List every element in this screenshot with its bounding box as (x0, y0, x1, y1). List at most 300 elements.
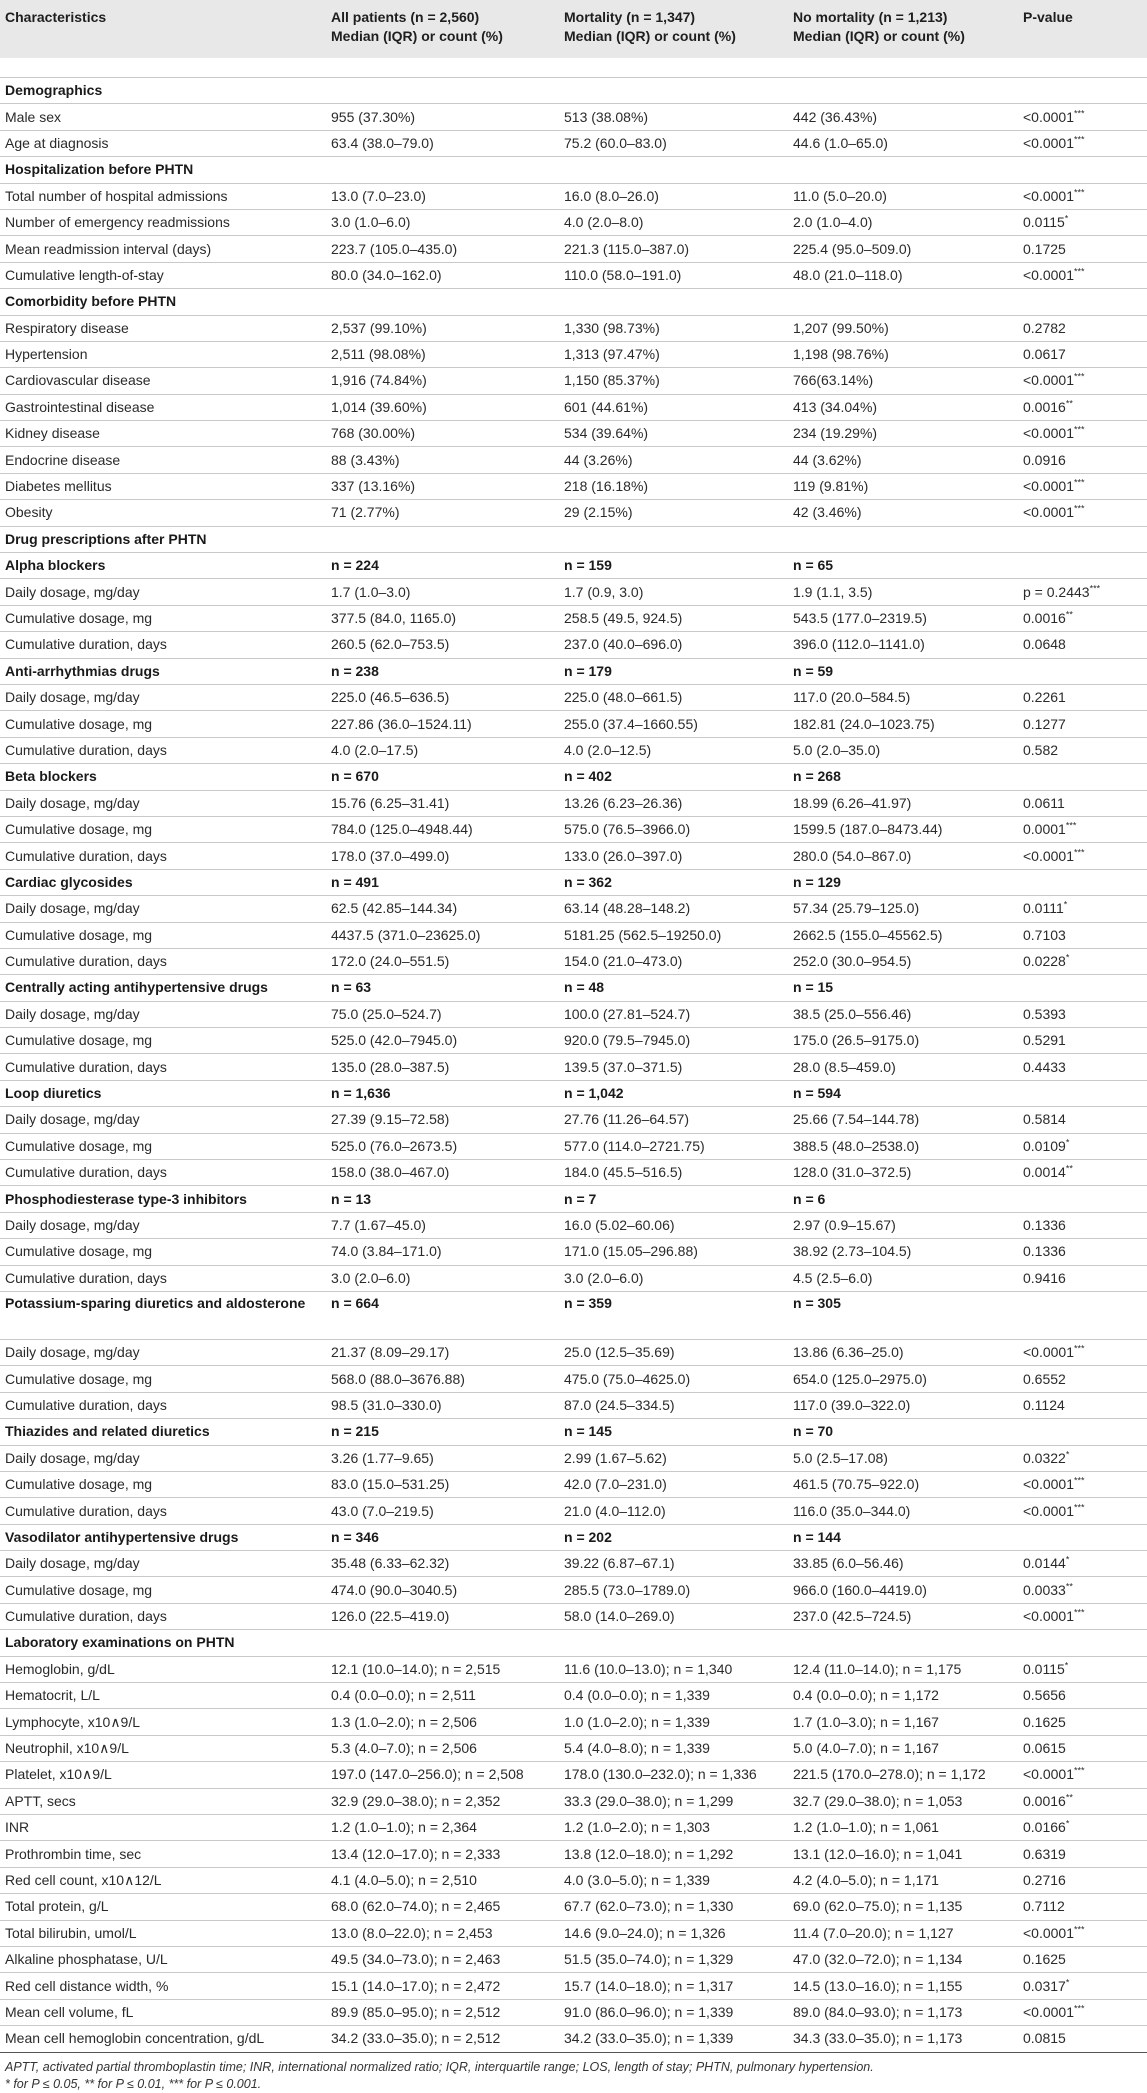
cell-no-mortality (788, 157, 1018, 183)
cell-no-mortality (788, 1630, 1018, 1656)
cell-all-patients: 260.5 (62.0–753.5) (326, 632, 559, 658)
cell-p-value: <0.0001*** (1018, 368, 1147, 394)
cell-all-patients: 4.0 (2.0–17.5) (326, 737, 559, 763)
cell-mortality: n = 145 (559, 1419, 788, 1445)
cell-all-patients: n = 664 (326, 1291, 559, 1339)
cell-mortality: 4.0 (3.0–5.0); n = 1,339 (559, 1867, 788, 1893)
cell-characteristic: Daily dosage, mg/day (0, 790, 326, 816)
table-row (0, 1054, 1147, 1080)
significance-marker: *** (1074, 266, 1085, 277)
table-row (0, 790, 1147, 816)
cell-characteristic: Cumulative length-of-stay (0, 262, 326, 288)
cell-characteristic: Daily dosage, mg/day (0, 579, 326, 605)
cell-characteristic: Cumulative duration, days (0, 843, 326, 869)
cell-no-mortality: 5.0 (4.0–7.0); n = 1,167 (788, 1735, 1018, 1761)
cell-no-mortality: 11.4 (7.0–20.0); n = 1,127 (788, 1920, 1018, 1946)
cell-p-value: 0.4433 (1018, 1054, 1147, 1080)
cell-characteristic: Total bilirubin, umol/L (0, 1920, 326, 1946)
cell-p-value: 0.5656 (1018, 1683, 1147, 1709)
cell-all-patients (326, 289, 559, 315)
cell-no-mortality: 12.4 (11.0–14.0); n = 1,175 (788, 1656, 1018, 1682)
cell-all-patients: 75.0 (25.0–524.7) (326, 1001, 559, 1027)
cell-all-patients: 3.26 (1.77–9.65) (326, 1445, 559, 1471)
cell-all-patients: 4437.5 (371.0–23625.0) (326, 922, 559, 948)
cell-no-mortality: 13.1 (12.0–16.0); n = 1,041 (788, 1841, 1018, 1867)
drug-group-row (0, 1186, 1147, 1212)
header-no-mortality-sub: Median (IQR) or count (%) (793, 28, 965, 44)
table-row (0, 1815, 1147, 1841)
cell-p-value (1018, 526, 1147, 552)
cell-no-mortality: 117.0 (20.0–584.5) (788, 684, 1018, 710)
cell-mortality: 58.0 (14.0–269.0) (559, 1603, 788, 1629)
cell-all-patients: 1,014 (39.60%) (326, 394, 559, 420)
cell-no-mortality: n = 268 (788, 764, 1018, 790)
cell-characteristic: INR (0, 1815, 326, 1841)
cell-characteristic: Daily dosage, mg/day (0, 1107, 326, 1133)
cell-p-value: 0.0166* (1018, 1815, 1147, 1841)
table-row (0, 922, 1147, 948)
cell-p-value: 0.0617 (1018, 341, 1147, 367)
spacer-cell (0, 58, 1147, 78)
cell-all-patients: 955 (37.30%) (326, 104, 559, 130)
cell-no-mortality: 252.0 (30.0–954.5) (788, 948, 1018, 974)
table-row (0, 421, 1147, 447)
cell-no-mortality: 2.0 (1.0–4.0) (788, 209, 1018, 235)
cell-p-value: 0.0815 (1018, 2026, 1147, 2052)
cell-no-mortality: 117.0 (39.0–322.0) (788, 1392, 1018, 1418)
header-all-patients (326, 0, 559, 58)
cell-no-mortality: 42 (3.46%) (788, 500, 1018, 526)
header-mortality (559, 0, 788, 58)
cell-no-mortality: 14.5 (13.0–16.0); n = 1,155 (788, 1973, 1018, 1999)
table-row (0, 948, 1147, 974)
cell-no-mortality: n = 59 (788, 658, 1018, 684)
table-row (0, 1946, 1147, 1972)
cell-characteristic: Mean readmission interval (days) (0, 236, 326, 262)
cell-all-patients: 568.0 (88.0–3676.88) (326, 1366, 559, 1392)
cell-p-value: <0.0001*** (1018, 473, 1147, 499)
cell-all-patients: 3.0 (1.0–6.0) (326, 209, 559, 235)
cell-p-value: <0.0001*** (1018, 183, 1147, 209)
cell-no-mortality: 5.0 (2.5–17.08) (788, 1445, 1018, 1471)
cell-p-value (1018, 1186, 1147, 1212)
significance-marker: *** (1074, 503, 1085, 514)
table-footnote (0, 2053, 1147, 2093)
cell-all-patients: 89.9 (85.0–95.0); n = 2,512 (326, 1999, 559, 2025)
cell-p-value: <0.0001*** (1018, 130, 1147, 156)
significance-marker: * (1065, 1449, 1070, 1460)
significance-marker: * (1064, 1660, 1069, 1671)
cell-mortality: 91.0 (86.0–96.0); n = 1,339 (559, 1999, 788, 2025)
table-row (0, 447, 1147, 473)
cell-characteristic: Potassium-sparing diuretics and aldosterone (0, 1291, 326, 1339)
table-row (0, 632, 1147, 658)
cell-p-value: 0.5291 (1018, 1028, 1147, 1054)
cell-p-value: 0.0115* (1018, 209, 1147, 235)
cell-characteristic: Respiratory disease (0, 315, 326, 341)
significance-marker: ** (1065, 1792, 1073, 1803)
cell-characteristic: Endocrine disease (0, 447, 326, 473)
cell-mortality: 4.0 (2.0–8.0) (559, 209, 788, 235)
cell-no-mortality: 543.5 (177.0–2319.5) (788, 605, 1018, 631)
cell-characteristic: Cumulative duration, days (0, 1265, 326, 1291)
cell-p-value: 0.582 (1018, 737, 1147, 763)
cell-p-value: <0.0001*** (1018, 1762, 1147, 1788)
cell-characteristic: Cumulative duration, days (0, 1392, 326, 1418)
cell-mortality: 0.4 (0.0–0.0); n = 1,339 (559, 1683, 788, 1709)
cell-mortality: 1.0 (1.0–2.0); n = 1,339 (559, 1709, 788, 1735)
cell-characteristic: Beta blockers (0, 764, 326, 790)
cell-no-mortality: 413 (34.04%) (788, 394, 1018, 420)
cell-mortality: 34.2 (33.0–35.0); n = 1,339 (559, 2026, 788, 2052)
significance-marker: *** (1074, 134, 1085, 145)
cell-all-patients: 15.76 (6.25–31.41) (326, 790, 559, 816)
cell-no-mortality: 182.81 (24.0–1023.75) (788, 711, 1018, 737)
cell-characteristic: Mean cell hemoglobin concentration, g/dL (0, 2026, 326, 2052)
significance-marker: *** (1074, 1607, 1085, 1618)
cell-all-patients: 83.0 (15.0–531.25) (326, 1471, 559, 1497)
cell-characteristic: Cumulative dosage, mg (0, 711, 326, 737)
cell-mortality: 39.22 (6.87–67.1) (559, 1551, 788, 1577)
cell-p-value: <0.0001*** (1018, 1603, 1147, 1629)
cell-all-patients: n = 670 (326, 764, 559, 790)
cell-mortality: 51.5 (35.0–74.0); n = 1,329 (559, 1946, 788, 1972)
cell-no-mortality: 1,198 (98.76%) (788, 341, 1018, 367)
cell-mortality: 75.2 (60.0–83.0) (559, 130, 788, 156)
table-row (0, 737, 1147, 763)
table-row (0, 1920, 1147, 1946)
cell-no-mortality: 57.34 (25.79–125.0) (788, 896, 1018, 922)
cell-mortality: 237.0 (40.0–696.0) (559, 632, 788, 658)
table-row (0, 1841, 1147, 1867)
cell-all-patients: 27.39 (9.15–72.58) (326, 1107, 559, 1133)
cell-no-mortality: 116.0 (35.0–344.0) (788, 1498, 1018, 1524)
cell-all-patients: 88 (3.43%) (326, 447, 559, 473)
table-row (0, 1366, 1147, 1392)
table-row (0, 1551, 1147, 1577)
significance-marker: *** (1074, 1475, 1085, 1486)
cell-no-mortality: 966.0 (160.0–4419.0) (788, 1577, 1018, 1603)
cell-p-value: 0.0322* (1018, 1445, 1147, 1471)
cell-all-patients: 1,916 (74.84%) (326, 368, 559, 394)
cell-p-value: 0.0111* (1018, 896, 1147, 922)
cell-all-patients: 768 (30.00%) (326, 421, 559, 447)
cell-characteristic: APTT, secs (0, 1788, 326, 1814)
table-row (0, 262, 1147, 288)
cell-p-value: 0.6552 (1018, 1366, 1147, 1392)
cell-no-mortality: 766(63.14%) (788, 368, 1018, 394)
cell-p-value: <0.0001*** (1018, 262, 1147, 288)
table-row (0, 1265, 1147, 1291)
cell-all-patients: 13.0 (8.0–22.0); n = 2,453 (326, 1920, 559, 1946)
cell-mortality: n = 362 (559, 869, 788, 895)
cell-characteristic: Daily dosage, mg/day (0, 896, 326, 922)
cell-p-value: 0.0144* (1018, 1551, 1147, 1577)
footnote-significance: * for P ≤ 0.05, ** for P ≤ 0.01, *** for P ≤ 0.001. (5, 2076, 262, 2091)
cell-mortality: 13.8 (12.0–18.0); n = 1,292 (559, 1841, 788, 1867)
significance-marker: *** (1089, 582, 1101, 593)
cell-no-mortality: 25.66 (7.54–144.78) (788, 1107, 1018, 1133)
table-row (0, 1339, 1147, 1365)
cell-no-mortality (788, 289, 1018, 315)
cell-characteristic: Kidney disease (0, 421, 326, 447)
cell-p-value (1018, 764, 1147, 790)
cell-mortality: 920.0 (79.5–7945.0) (559, 1028, 788, 1054)
cell-no-mortality: 128.0 (31.0–372.5) (788, 1160, 1018, 1186)
cell-mortality: 1.2 (1.0–2.0); n = 1,303 (559, 1815, 788, 1841)
cell-p-value: 0.1336 (1018, 1212, 1147, 1238)
cell-no-mortality: 1599.5 (187.0–8473.44) (788, 816, 1018, 842)
cell-mortality: 21.0 (4.0–112.0) (559, 1498, 788, 1524)
cell-all-patients: n = 1,636 (326, 1080, 559, 1106)
cell-mortality: n = 202 (559, 1524, 788, 1550)
cell-mortality (559, 78, 788, 104)
cell-all-patients: 34.2 (33.0–35.0); n = 2,512 (326, 2026, 559, 2052)
cell-characteristic: Daily dosage, mg/day (0, 1339, 326, 1365)
cell-all-patients: 15.1 (14.0–17.0); n = 2,472 (326, 1973, 559, 1999)
cell-no-mortality: 5.0 (2.0–35.0) (788, 737, 1018, 763)
cell-p-value: <0.0001*** (1018, 1471, 1147, 1497)
cell-characteristic: Daily dosage, mg/day (0, 1212, 326, 1238)
cell-no-mortality: n = 594 (788, 1080, 1018, 1106)
header-p-value: P-value (1023, 9, 1073, 25)
table-row (0, 130, 1147, 156)
cell-no-mortality: 44.6 (1.0–65.0) (788, 130, 1018, 156)
table-row (0, 1133, 1147, 1159)
cell-mortality (559, 289, 788, 315)
significance-marker: *** (1074, 1765, 1085, 1776)
cell-no-mortality: n = 6 (788, 1186, 1018, 1212)
cell-mortality: 255.0 (37.4–1660.55) (559, 711, 788, 737)
cell-all-patients: 377.5 (84.0, 1165.0) (326, 605, 559, 631)
significance-marker: *** (1074, 846, 1085, 857)
cell-p-value: 0.9416 (1018, 1265, 1147, 1291)
section-header-row (0, 526, 1147, 552)
cell-no-mortality: 4.5 (2.5–6.0) (788, 1265, 1018, 1291)
table-row (0, 816, 1147, 842)
cell-no-mortality (788, 78, 1018, 104)
cell-characteristic: Diabetes mellitus (0, 473, 326, 499)
cell-p-value: 0.1725 (1018, 236, 1147, 262)
cell-mortality: 14.6 (9.0–24.0); n = 1,326 (559, 1920, 788, 1946)
cell-p-value: 0.0001*** (1018, 816, 1147, 842)
header-mortality-sub: Median (IQR) or count (%) (564, 28, 736, 44)
cell-all-patients: 35.48 (6.33–62.32) (326, 1551, 559, 1577)
cell-mortality: 601 (44.61%) (559, 394, 788, 420)
cell-all-patients: n = 224 (326, 553, 559, 579)
cell-mortality: n = 359 (559, 1291, 788, 1339)
cell-characteristic: Neutrophil, x10∧9/L (0, 1735, 326, 1761)
cell-no-mortality: 47.0 (32.0–72.0); n = 1,134 (788, 1946, 1018, 1972)
table-row (0, 1656, 1147, 1682)
cell-all-patients (326, 157, 559, 183)
cell-all-patients: 135.0 (28.0–387.5) (326, 1054, 559, 1080)
footnote-abbreviations: APTT, activated partial thromboplastin time; INR, international normalized ratio; IQR, interquartile range; LOS, length of stay; PHTN, pulmonary hypertension. (5, 2059, 874, 2074)
header-mortality-title: Mortality (n = 1,347) (564, 9, 696, 25)
cell-no-mortality: 34.3 (33.0–35.0); n = 1,173 (788, 2026, 1018, 2052)
cell-characteristic: Phosphodiesterase type-3 inhibitors (0, 1186, 326, 1212)
significance-marker: *** (1074, 1343, 1085, 1354)
cell-p-value (1018, 1291, 1147, 1339)
significance-marker: * (1064, 213, 1069, 224)
cell-p-value: <0.0001*** (1018, 500, 1147, 526)
cell-characteristic: Cumulative duration, days (0, 1160, 326, 1186)
cell-no-mortality (788, 526, 1018, 552)
table-row (0, 1471, 1147, 1497)
cell-characteristic: Cumulative dosage, mg (0, 922, 326, 948)
cell-no-mortality: 1,207 (99.50%) (788, 315, 1018, 341)
table-row (0, 368, 1147, 394)
significance-marker: *** (1065, 820, 1077, 831)
cell-all-patients: 178.0 (37.0–499.0) (326, 843, 559, 869)
cell-all-patients: 21.37 (8.09–29.17) (326, 1339, 559, 1365)
cell-mortality: n = 1,042 (559, 1080, 788, 1106)
cell-no-mortality: n = 305 (788, 1291, 1018, 1339)
significance-marker: *** (1074, 1501, 1085, 1512)
cell-characteristic: Cumulative dosage, mg (0, 1577, 326, 1603)
cell-mortality: 1,313 (97.47%) (559, 341, 788, 367)
table-row (0, 1445, 1147, 1471)
cell-all-patients: 63.4 (38.0–79.0) (326, 130, 559, 156)
cell-no-mortality: 2.97 (0.9–15.67) (788, 1212, 1018, 1238)
cell-all-patients: 197.0 (147.0–256.0); n = 2,508 (326, 1762, 559, 1788)
cell-mortality: 2.99 (1.67–5.62) (559, 1445, 788, 1471)
cell-no-mortality: 4.2 (4.0–5.0); n = 1,171 (788, 1867, 1018, 1893)
cell-all-patients: 32.9 (29.0–38.0); n = 2,352 (326, 1788, 559, 1814)
cell-mortality: 575.0 (76.5–3966.0) (559, 816, 788, 842)
cell-mortality: 16.0 (5.02–60.06) (559, 1212, 788, 1238)
cell-p-value (1018, 78, 1147, 104)
table-row (0, 1603, 1147, 1629)
cell-all-patients: 525.0 (76.0–2673.5) (326, 1133, 559, 1159)
table-row (0, 1212, 1147, 1238)
table-row (0, 1973, 1147, 1999)
cell-characteristic: Male sex (0, 104, 326, 130)
cell-no-mortality: n = 15 (788, 975, 1018, 1001)
drug-group-row (0, 975, 1147, 1001)
cell-p-value: 0.2716 (1018, 1867, 1147, 1893)
cell-no-mortality: 237.0 (42.5–724.5) (788, 1603, 1018, 1629)
cell-all-patients: 71 (2.77%) (326, 500, 559, 526)
cell-all-patients: 62.5 (42.85–144.34) (326, 896, 559, 922)
cell-no-mortality: 89.0 (84.0–93.0); n = 1,173 (788, 1999, 1018, 2025)
table-row (0, 1867, 1147, 1893)
cell-p-value: 0.0014** (1018, 1160, 1147, 1186)
cell-all-patients (326, 1630, 559, 1656)
cell-characteristic: Cumulative dosage, mg (0, 816, 326, 842)
cell-characteristic: Daily dosage, mg/day (0, 1001, 326, 1027)
cell-no-mortality: n = 65 (788, 553, 1018, 579)
cell-mortality: 577.0 (114.0–2721.75) (559, 1133, 788, 1159)
cell-no-mortality: 221.5 (170.0–278.0); n = 1,172 (788, 1762, 1018, 1788)
cell-p-value: <0.0001*** (1018, 1920, 1147, 1946)
cell-all-patients: 49.5 (34.0–73.0); n = 2,463 (326, 1946, 559, 1972)
cell-mortality: 67.7 (62.0–73.0); n = 1,330 (559, 1894, 788, 1920)
section-header-row (0, 1630, 1147, 1656)
cell-mortality: 154.0 (21.0–473.0) (559, 948, 788, 974)
cell-characteristic: Cardiac glycosides (0, 869, 326, 895)
section-header-row (0, 157, 1147, 183)
cell-p-value (1018, 1524, 1147, 1550)
significance-marker: * (1065, 1976, 1070, 1987)
cell-characteristic: Platelet, x10∧9/L (0, 1762, 326, 1788)
significance-marker: *** (1074, 1924, 1085, 1935)
table-row (0, 579, 1147, 605)
cell-characteristic: Alkaline phosphatase, U/L (0, 1946, 326, 1972)
table-row (0, 1735, 1147, 1761)
cell-no-mortality: 280.0 (54.0–867.0) (788, 843, 1018, 869)
cell-mortality: n = 159 (559, 553, 788, 579)
cell-all-patients: 68.0 (62.0–74.0); n = 2,465 (326, 1894, 559, 1920)
cell-mortality: 27.76 (11.26–64.57) (559, 1107, 788, 1133)
cell-all-patients: 1.3 (1.0–2.0); n = 2,506 (326, 1709, 559, 1735)
cell-p-value: 0.5393 (1018, 1001, 1147, 1027)
cell-characteristic: Cumulative dosage, mg (0, 1471, 326, 1497)
significance-marker: *** (1074, 477, 1085, 488)
table-row (0, 1028, 1147, 1054)
cell-all-patients (326, 78, 559, 104)
cell-no-mortality: n = 144 (788, 1524, 1018, 1550)
table-row (0, 500, 1147, 526)
cell-mortality: n = 48 (559, 975, 788, 1001)
cell-p-value: 0.0109* (1018, 1133, 1147, 1159)
drug-group-row (0, 1291, 1147, 1339)
significance-marker: *** (1074, 2003, 1085, 2014)
cell-all-patients: 2,537 (99.10%) (326, 315, 559, 341)
table-row (0, 1498, 1147, 1524)
cell-mortality: 1.7 (0.9, 3.0) (559, 579, 788, 605)
cell-mortality: 475.0 (75.0–4625.0) (559, 1366, 788, 1392)
cell-all-patients: 74.0 (3.84–171.0) (326, 1239, 559, 1265)
cell-p-value: 0.1336 (1018, 1239, 1147, 1265)
cell-mortality (559, 526, 788, 552)
table-row (0, 2026, 1147, 2052)
cell-all-patients: n = 238 (326, 658, 559, 684)
cell-all-patients: 5.3 (4.0–7.0); n = 2,506 (326, 1735, 559, 1761)
cell-mortality: 110.0 (58.0–191.0) (559, 262, 788, 288)
cell-mortality: 1,150 (85.37%) (559, 368, 788, 394)
cell-mortality: 513 (38.08%) (559, 104, 788, 130)
significance-marker: * (1065, 1554, 1070, 1565)
cell-p-value: 0.0648 (1018, 632, 1147, 658)
cell-p-value: <0.0001*** (1018, 1999, 1147, 2025)
cell-characteristic: Red cell count, x10∧12/L (0, 1867, 326, 1893)
table-row (0, 236, 1147, 262)
cell-mortality: 139.5 (37.0–371.5) (559, 1054, 788, 1080)
table-row (0, 1160, 1147, 1186)
cell-mortality: 25.0 (12.5–35.69) (559, 1339, 788, 1365)
cell-mortality: 285.5 (73.0–1789.0) (559, 1577, 788, 1603)
cell-all-patients: 12.1 (10.0–14.0); n = 2,515 (326, 1656, 559, 1682)
table-row (0, 1709, 1147, 1735)
table-row (0, 1683, 1147, 1709)
cell-characteristic: Age at diagnosis (0, 130, 326, 156)
cell-no-mortality: 234 (19.29%) (788, 421, 1018, 447)
cell-characteristic: Alpha blockers (0, 553, 326, 579)
cell-characteristic: Hospitalization before PHTN (0, 157, 326, 183)
cell-characteristic: Number of emergency readmissions (0, 209, 326, 235)
cell-characteristic: Daily dosage, mg/day (0, 684, 326, 710)
significance-marker: *** (1074, 424, 1085, 435)
header-no-mortality (788, 0, 1018, 58)
table-row (0, 104, 1147, 130)
cell-mortality: 100.0 (27.81–524.7) (559, 1001, 788, 1027)
significance-marker: *** (1074, 187, 1085, 198)
table-row (0, 1239, 1147, 1265)
cell-characteristic: Cumulative duration, days (0, 1603, 326, 1629)
section-header-row (0, 289, 1147, 315)
cell-p-value: 0.7103 (1018, 922, 1147, 948)
